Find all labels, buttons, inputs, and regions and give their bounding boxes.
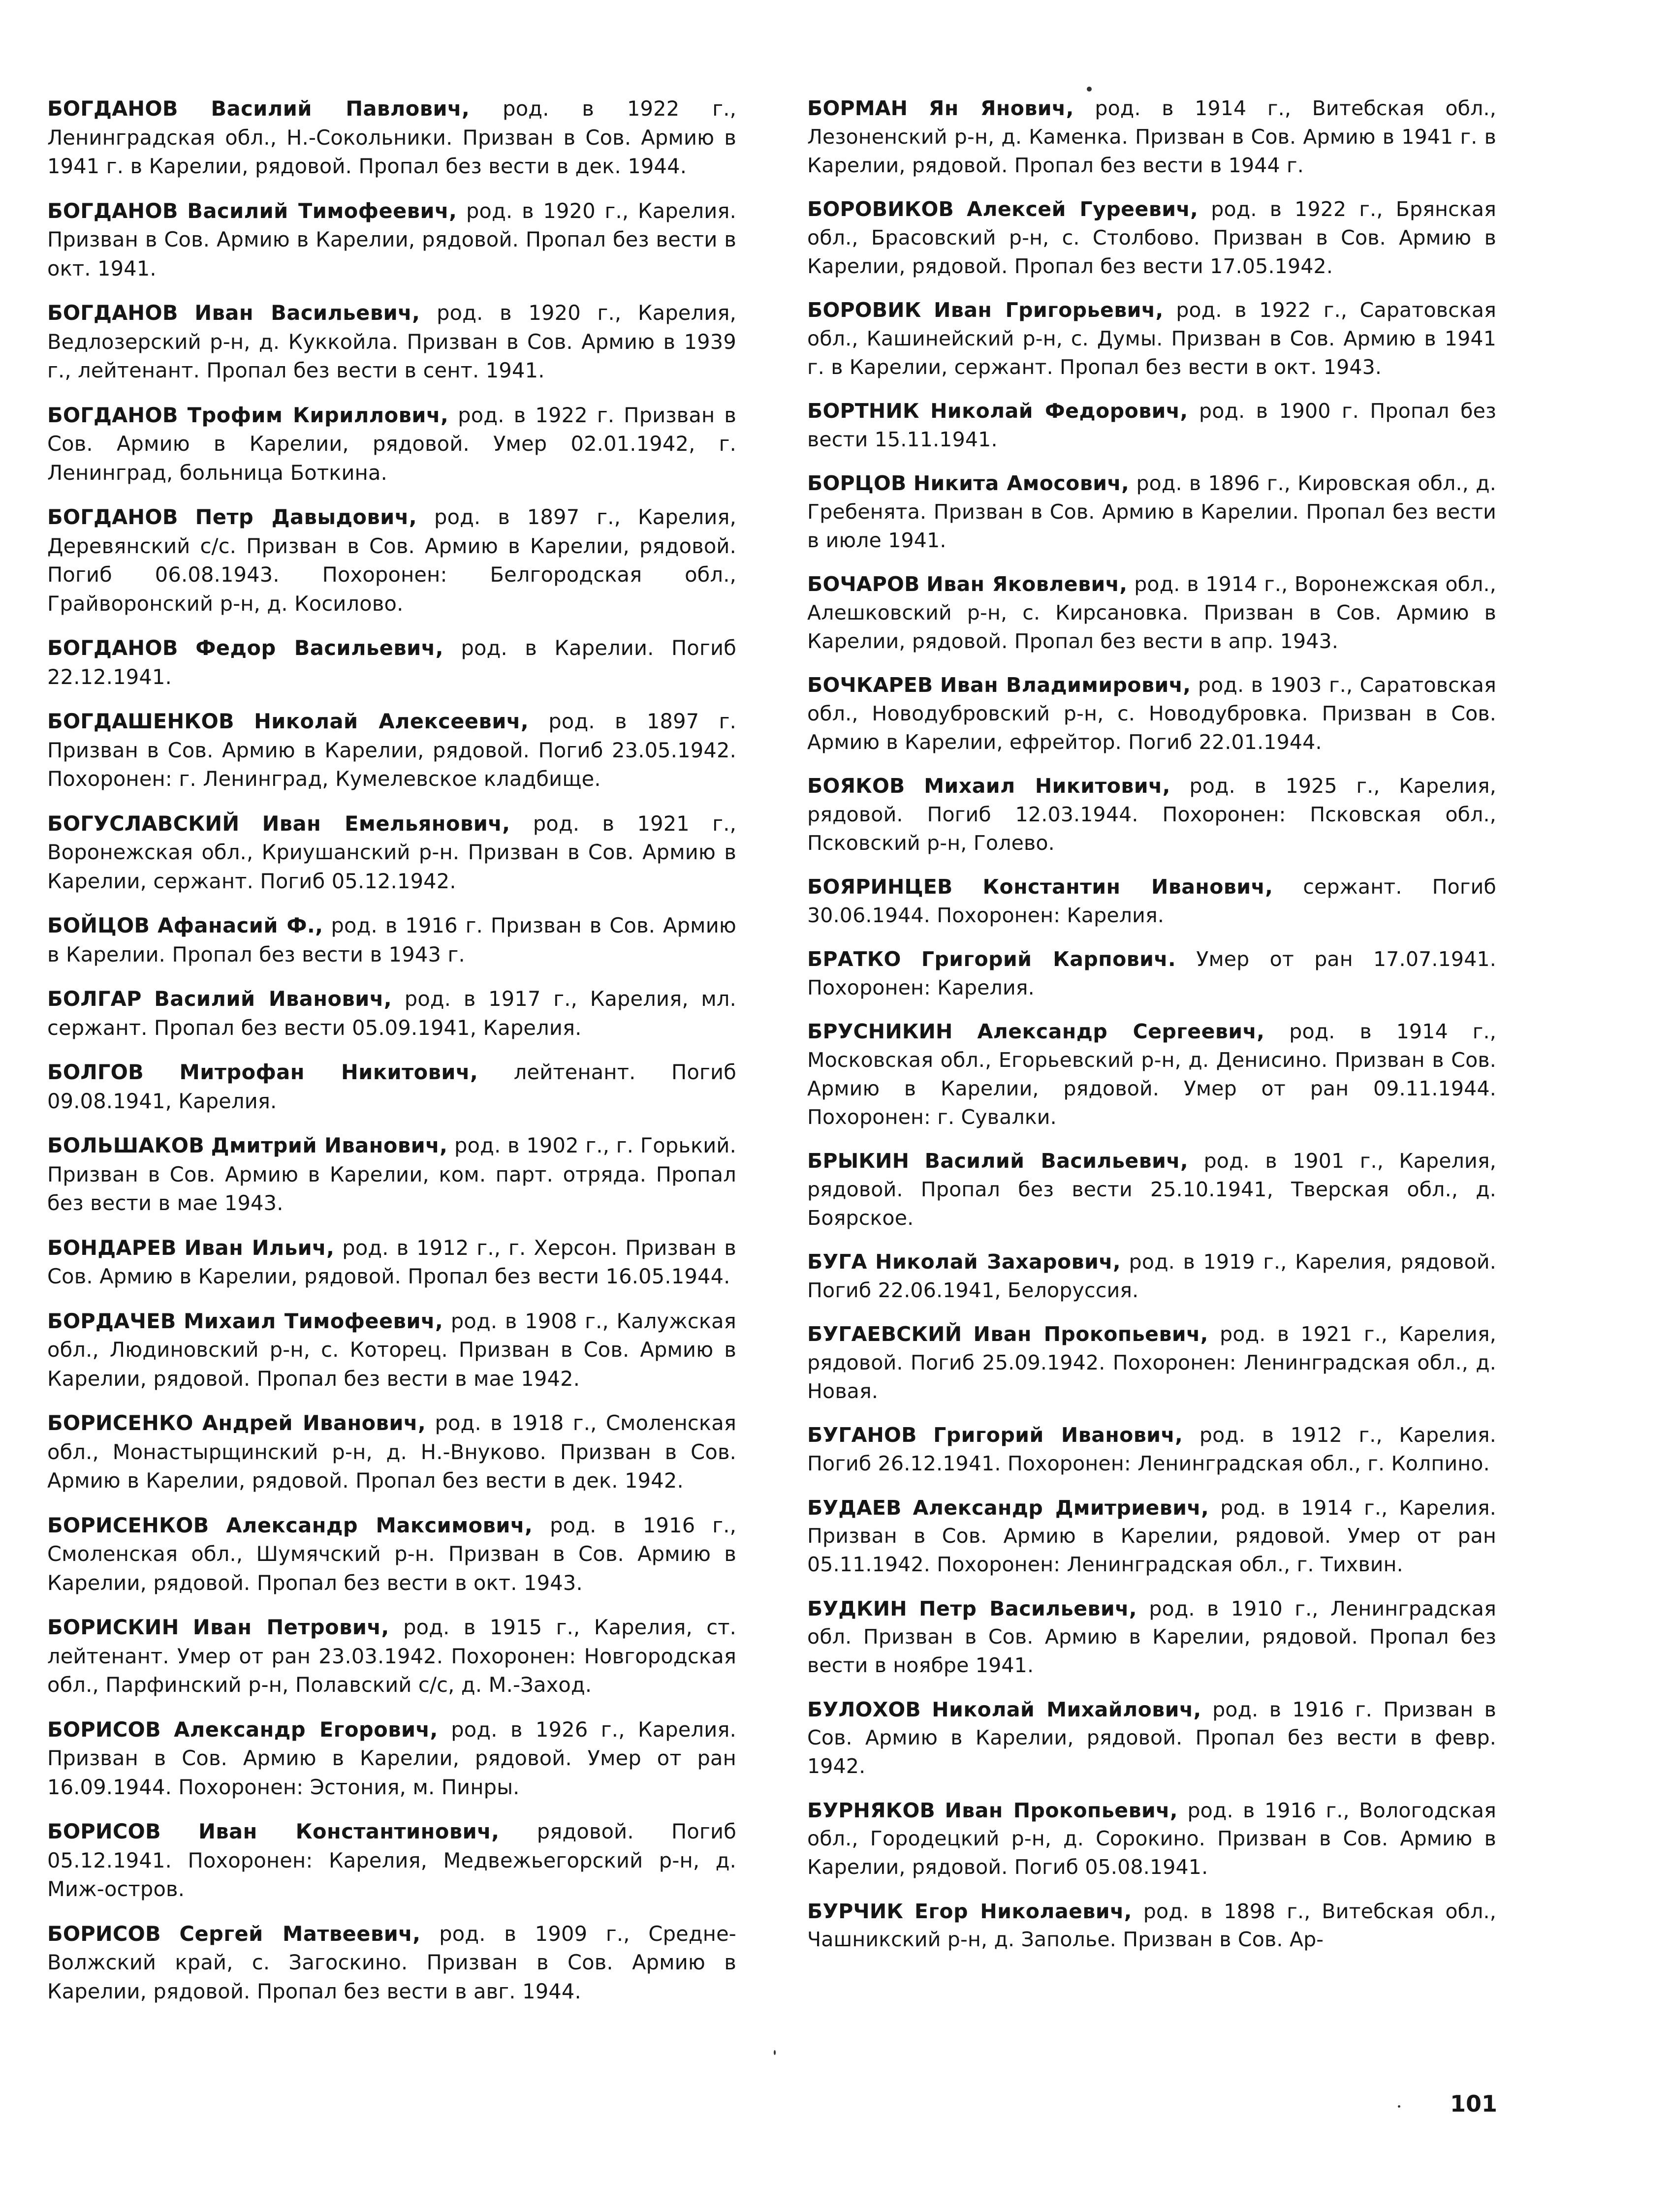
entry-surname: БУДКИН — [807, 1596, 907, 1620]
register-entry — [47, 197, 736, 283]
entry-surname: БОЛЬШАКОВ — [47, 1133, 205, 1157]
entry-given-name: Иван Ильич, — [184, 1235, 335, 1260]
entry-details: род. в 1901 г., Карелия, рядовой. Пропал без вести 25.10.1941, Тверская обл., д. Боярское. — [807, 1149, 1497, 1230]
entry-surname: БОРОВИК — [807, 298, 921, 322]
entry-surname: БОРИСОВ — [47, 1717, 161, 1742]
entry-details: род. в 1916 г., Смоленская обл., Шумячский р-н. Призван в Сов. Армию в Карелии, рядовой. Пропал без вести в окт. 1943. — [47, 1513, 736, 1595]
register-entry — [47, 1613, 736, 1700]
entry-given-name: Алексей Гуреевич, — [967, 197, 1199, 221]
entry-given-name: Константин Иванович, — [982, 875, 1273, 899]
entry-details: род. в 1897 г., Карелия, Деревянский с/с. Призван в Сов. Армию в Карелии, рядовой. Погиб 06.08.1943. Похоронен: Белгородская обл., Грайворонский р-н, д. Косилово. — [47, 505, 736, 616]
register-entry — [807, 1494, 1496, 1579]
entry-given-name: Иван Григорьевич, — [934, 298, 1164, 322]
entry-details: лейтенант. Погиб 09.08.1941, Карелия. — [47, 1060, 736, 1113]
entry-details: сержант. Погиб 30.06.1944. Похоронен: Карелия. — [807, 875, 1497, 927]
entry-surname: БОГДАНОВ — [47, 505, 178, 529]
print-speck — [1398, 2105, 1400, 2108]
entry-details: род. в 1902 г., г. Горький. Призван в Сов. Армию в Карелии, ком. парт. отряда. Пропал без вести в мае 1943. — [47, 1133, 736, 1215]
register-entry — [807, 873, 1496, 930]
entry-given-name: Василий Тимофеевич, — [187, 198, 457, 223]
register-entry — [807, 1696, 1496, 1781]
register-entry — [807, 1320, 1496, 1405]
entry-given-name: Николай Алексеевич, — [254, 709, 529, 733]
register-entry — [807, 1421, 1496, 1478]
entry-details: род. в 1922 г. Призван в Сов. Армию в Карелии, рядовой. Умер 02.01.1942, г. Ленинград, больница Боткина. — [47, 403, 736, 485]
entry-details: род. в 1908 г., Калужская обл., Людиновский р-н, с. Которец. Призван в Сов. Армию в Карелии, рядовой. Пропал без вести в мае 1942. — [47, 1309, 736, 1391]
entry-surname: БРЫКИН — [807, 1149, 910, 1173]
entry-details: род. в 1918 г., Смоленская обл., Монастырщинский р-н, д. Н.-Внуково. Призван в Сов. Армию в Карелии, рядовой. Пропал без вести в дек. 1942. — [47, 1411, 736, 1493]
entry-details: род. в 1922 г., Брянская обл., Брасовский р-н, с. Столбово. Призван в Сов. Армию в Карелии, рядовой. Пропал без вести 17.05.1942. — [807, 197, 1497, 278]
entry-given-name: Александр Дмитриевич, — [913, 1495, 1209, 1520]
register-entry — [47, 299, 736, 385]
entry-given-name: Афанасий Ф., — [158, 913, 323, 937]
entry-details: род. в 1926 г., Карелия. Призван в Сов. Армию в Карелии, рядовой. Умер от ран 16.09.1944. Похоронен: Эстония, м. Пинры. — [47, 1717, 736, 1799]
entry-details: род. в 1925 г., Карелия, рядовой. Погиб 12.03.1944. Похоронен: Псковская обл., Псковский р-н, Голево. — [807, 774, 1496, 855]
entry-surname: БОРМАН — [807, 96, 908, 120]
entry-surname: БОРИСКИН — [47, 1615, 179, 1639]
entry-given-name: Василий Васильевич, — [924, 1149, 1189, 1173]
entry-details: род. в 1900 г. Пропал без вести 15.11.1941. — [807, 399, 1496, 451]
entry-surname: БУГАЕВСКИЙ — [807, 1322, 962, 1346]
entry-given-name: Иван Прокопьевич, — [973, 1322, 1208, 1346]
entry-surname: БУГА — [807, 1250, 867, 1274]
entry-details: род. в 1916 г. Призван в Сов. Армию в Карелии. Пропал без вести в 1943 г. — [47, 913, 736, 966]
entry-surname: БРУСНИКИН — [807, 1020, 953, 1044]
right-column — [807, 94, 1496, 1970]
entry-given-name: Иван Константинович, — [198, 1819, 500, 1843]
register-entry — [807, 1018, 1496, 1131]
entry-surname: БОЯКОВ — [807, 774, 905, 798]
entry-details: род. в 1914 г., Воронежская обл., Алешковский р-н, с. Кирсановка. Призван в Сов. Армию в Карелии, рядовой. Пропал без вести в апр. 1943. — [807, 572, 1496, 653]
entry-given-name: Федор Васильевич, — [195, 636, 443, 660]
entry-surname: БУГАНОВ — [807, 1423, 917, 1447]
print-speck — [1087, 87, 1092, 92]
entry-details: род. в 1912 г., г. Херсон. Призван в Сов. Армию в Карелии, рядовой. Пропал без вести 16.05.1944. — [47, 1235, 736, 1288]
entry-details: род. в 1922 г., Ленинградская обл., Н.-Сокольники. Призван в Сов. Армию в 1941 г. в Карелии, рядовой. Пропал без вести в дек. 1944. — [47, 96, 736, 178]
entry-details: род. в 1919 г., Карелия, рядовой. Погиб 22.06.1941, Белоруссия. — [807, 1250, 1496, 1303]
entry-surname: БОЛГАР — [47, 987, 142, 1011]
entry-details: род. в 1912 г., Карелия. Погиб 26.12.1941. Похоронен: Ленинградская обл., г. Колпино. — [807, 1423, 1496, 1476]
entry-details: род. в 1903 г., Саратовская обл., Новодубровский р-н, с. Новодубровка. Призван в Сов. Армию в Карелии, ефрейтор. Погиб 22.01.1944. — [807, 673, 1496, 754]
entry-details: род. в 1896 г., Кировская обл., д. Гребенята. Призван в Сов. Армию в Карелии. Пропал без вести в июле 1941. — [807, 471, 1496, 552]
entry-details: род. в 1915 г., Карелия, ст. лейтенант. Умер от ран 23.03.1942. Похоронен: Новгородская обл., Парфинский р-н, Полавский с/с, д. М.-Заход. — [47, 1615, 736, 1697]
page-number: 101 — [1450, 2090, 1498, 2117]
entry-details: род. в 1920 г., Карелия, Ведлозерский р-н, д. Куккойла. Призван в Сов. Армию в 1939 г., лейтенант. Пропал без вести в сент. 1941. — [47, 301, 736, 382]
entry-details: род. в 1920 г., Карелия. Призван в Сов. Армию в Карелии, рядовой. Пропал без вести в окт. 1941. — [47, 198, 736, 280]
register-entry — [807, 195, 1496, 280]
entry-details: род. в 1914 г., Московская обл., Егорьевский р-н, д. Денисино. Призван в Сов. Армию в Карелии, рядовой. Умер от ран 09.11.1944. Похоронен: г. Сувалки. — [807, 1020, 1497, 1129]
entry-surname: БУРНЯКОВ — [807, 1798, 936, 1822]
entry-given-name: Иван Петрович, — [192, 1615, 389, 1639]
entry-surname: БОРДАЧЕВ — [47, 1309, 176, 1333]
register-entry — [47, 1409, 736, 1495]
entry-surname: БУДАЕВ — [807, 1495, 902, 1520]
register-entry — [807, 469, 1496, 555]
entry-details: род. в 1897 г. Призван в Сов. Армию в Карелии, рядовой. Погиб 23.05.1942. Похоронен: г. Ленинград, Кумелевское кладбище. — [47, 709, 736, 791]
entry-given-name: Александр Егорович, — [174, 1717, 438, 1742]
entry-given-name: Василий Павлович, — [211, 96, 470, 121]
entry-given-name: Петр Васильевич, — [919, 1596, 1137, 1620]
entry-details: род. в 1921 г., Карелия, рядовой. Погиб 25.09.1942. Похоронен: Ленинградская обл., д. Новая. — [807, 1322, 1496, 1403]
register-entry — [807, 671, 1496, 756]
entry-details: род. в 1909 г., Средне-Волжский край, с. Загоскино. Призван в Сов. Армию в Карелии, рядовой. Пропал без вести в авг. 1944. — [47, 1921, 736, 2003]
entry-given-name: Александр Максимович, — [226, 1513, 533, 1537]
register-entry — [47, 911, 736, 969]
entry-surname: БОРТНИК — [807, 399, 919, 423]
entry-details: род. в 1916 г. Призван в Сов. Армию в Карелии, рядовой. Пропал без вести в февр. 1942. — [807, 1697, 1497, 1778]
entry-surname: БУЛОХОВ — [807, 1697, 921, 1721]
register-entry — [47, 1058, 736, 1116]
entry-given-name: Сергей Матвеевич, — [179, 1921, 421, 1946]
register-entry — [807, 397, 1496, 454]
entry-given-name: Николай Михайлович, — [932, 1697, 1201, 1721]
entry-details: род. в 1916 г., Вологодская обл., Городецкий р-н, д. Сорокино. Призван в Сов. Армию в Карелии, рядовой. Погиб 05.08.1941. — [807, 1798, 1497, 1879]
register-entry — [47, 985, 736, 1042]
entry-given-name: Никита Амосович, — [913, 471, 1130, 496]
register-entry — [47, 1131, 736, 1218]
entry-given-name: Иван Емельянович, — [262, 811, 510, 836]
entry-surname: БОРИСОВ — [47, 1819, 161, 1843]
entry-surname: БОЧКАРЕВ — [807, 673, 933, 697]
entry-surname: БРАТКО — [807, 947, 901, 971]
entry-details: род. в 1914 г., Карелия. Призван в Сов. Армию в Карелии, рядовой. Умер от ран 05.11.1942. Похоронен: Ленинградская обл., г. Тихвин. — [807, 1495, 1497, 1577]
entry-given-name: Митрофан Никитович, — [179, 1060, 478, 1084]
entry-surname: БОГДАНОВ — [47, 403, 178, 427]
entry-given-name: Дмитрий Иванович, — [211, 1133, 448, 1157]
entry-given-name: Григорий Иванович, — [933, 1423, 1183, 1447]
entry-details: род. в 1921 г., Воронежская обл., Криушанский р-н. Призван в Сов. Армию в Карелии, сержант. Погиб 05.12.1942. — [47, 811, 736, 893]
register-entry — [807, 772, 1496, 857]
register-entry — [807, 1147, 1496, 1232]
entry-details: род. в 1922 г., Саратовская обл., Кашинейский р-н, с. Думы. Призван в Сов. Армию в 1941 г. в Карелии, сержант. Пропал без вести в окт. 1943. — [807, 298, 1497, 379]
entry-details: Умер от ран 17.07.1941. Похоронен: Карелия. — [807, 947, 1496, 1000]
entry-surname: БОГДАШЕНКОВ — [47, 709, 234, 733]
entry-surname: БОГДАНОВ — [47, 198, 178, 223]
entry-surname: БОГДАНОВ — [47, 96, 178, 121]
register-entry — [47, 503, 736, 618]
register-entry — [807, 1797, 1496, 1882]
entry-surname: БОРОВИКОВ — [807, 197, 954, 221]
entry-given-name: Андрей Иванович, — [202, 1411, 426, 1435]
register-entry — [47, 1817, 736, 1904]
entry-surname: БОЙЦОВ — [47, 913, 150, 937]
register-entry — [47, 1511, 736, 1598]
register-entry — [47, 1234, 736, 1291]
entry-given-name: Григорий Карпович. — [921, 947, 1176, 971]
register-entry — [47, 1715, 736, 1802]
left-column — [47, 94, 736, 2022]
register-entry — [47, 1920, 736, 2006]
register-entry — [807, 1898, 1496, 1955]
register-entry — [807, 1248, 1496, 1305]
register-entry — [47, 401, 736, 488]
entry-surname: БОЧАРОВ — [807, 572, 920, 596]
entry-surname: БОРИСЕНКОВ — [47, 1513, 209, 1537]
entry-surname: БУРЧИК — [807, 1899, 904, 1923]
entry-surname: БОЯРИНЦЕВ — [807, 875, 953, 899]
entry-surname: БОНДАРЕВ — [47, 1235, 177, 1260]
entry-given-name: Егор Николаевич, — [915, 1899, 1132, 1923]
register-entry — [47, 1307, 736, 1394]
entry-details: род. в 1910 г., Ленинградская обл. Призван в Сов. Армию в Карелии, рядовой. Пропал без вести в ноябре 1941. — [807, 1596, 1496, 1678]
register-entry — [807, 570, 1496, 655]
entry-given-name: Иван Яковлевич, — [926, 572, 1128, 596]
entry-given-name: Трофим Кириллович, — [187, 403, 449, 427]
entry-given-name: Александр Сергеевич, — [977, 1020, 1265, 1044]
entry-given-name: Иван Прокопьевич, — [945, 1798, 1178, 1822]
register-entry — [807, 94, 1496, 180]
register-entry — [47, 634, 736, 691]
entry-given-name: Василий Иванович, — [154, 987, 392, 1011]
register-entry — [47, 707, 736, 794]
entry-surname: БОРИСОВ — [47, 1921, 161, 1946]
entry-given-name: Михаил Никитович, — [924, 774, 1170, 798]
entry-given-name: Ян Янович, — [928, 96, 1074, 120]
register-entry — [807, 1595, 1496, 1680]
entry-surname: БОГУСЛАВСКИЙ — [47, 811, 240, 836]
entry-given-name: Николай Захарович, — [875, 1250, 1121, 1274]
entry-details: рядовой. Погиб 05.12.1941. Похоронен: Карелия, Медвежьегорский р-н, д. Миж-остров. — [47, 1819, 736, 1901]
entry-surname: БОГДАНОВ — [47, 301, 178, 325]
register-entry — [807, 296, 1496, 381]
entry-surname: БОРЦОВ — [807, 471, 907, 496]
print-speck — [774, 2050, 776, 2055]
entry-details: род. в 1914 г., Витебская обл., Лезоненский р-н, д. Каменка. Призван в Сов. Армию в 1941 г. в Карелии, рядовой. Пропал без вести в 1944 г. — [807, 96, 1497, 177]
entry-details: род. в 1898 г., Витебская обл., Чашникский р-н, д. Заполье. Призван в Сов. Ар- — [807, 1899, 1497, 1952]
entry-surname: БОЛГОВ — [47, 1060, 144, 1084]
register-entry — [47, 94, 736, 181]
entry-given-name: Михаил Тимофеевич, — [184, 1309, 443, 1333]
entry-surname: БОГДАНОВ — [47, 636, 178, 660]
entry-given-name: Иван Васильевич, — [194, 301, 420, 325]
entry-given-name: Иван Владимирович, — [940, 673, 1191, 697]
register-entry — [47, 810, 736, 896]
entry-details: род. в Карелии. Погиб 22.12.1941. — [47, 636, 736, 689]
register-entry — [807, 945, 1496, 1002]
entry-surname: БОРИСЕНКО — [47, 1411, 193, 1435]
entry-given-name: Николай Федорович, — [930, 399, 1188, 423]
entry-given-name: Петр Давыдович, — [195, 505, 417, 529]
entry-details: род. в 1917 г., Карелия, мл. сержант. Пропал без вести 05.09.1941, Карелия. — [47, 987, 737, 1040]
